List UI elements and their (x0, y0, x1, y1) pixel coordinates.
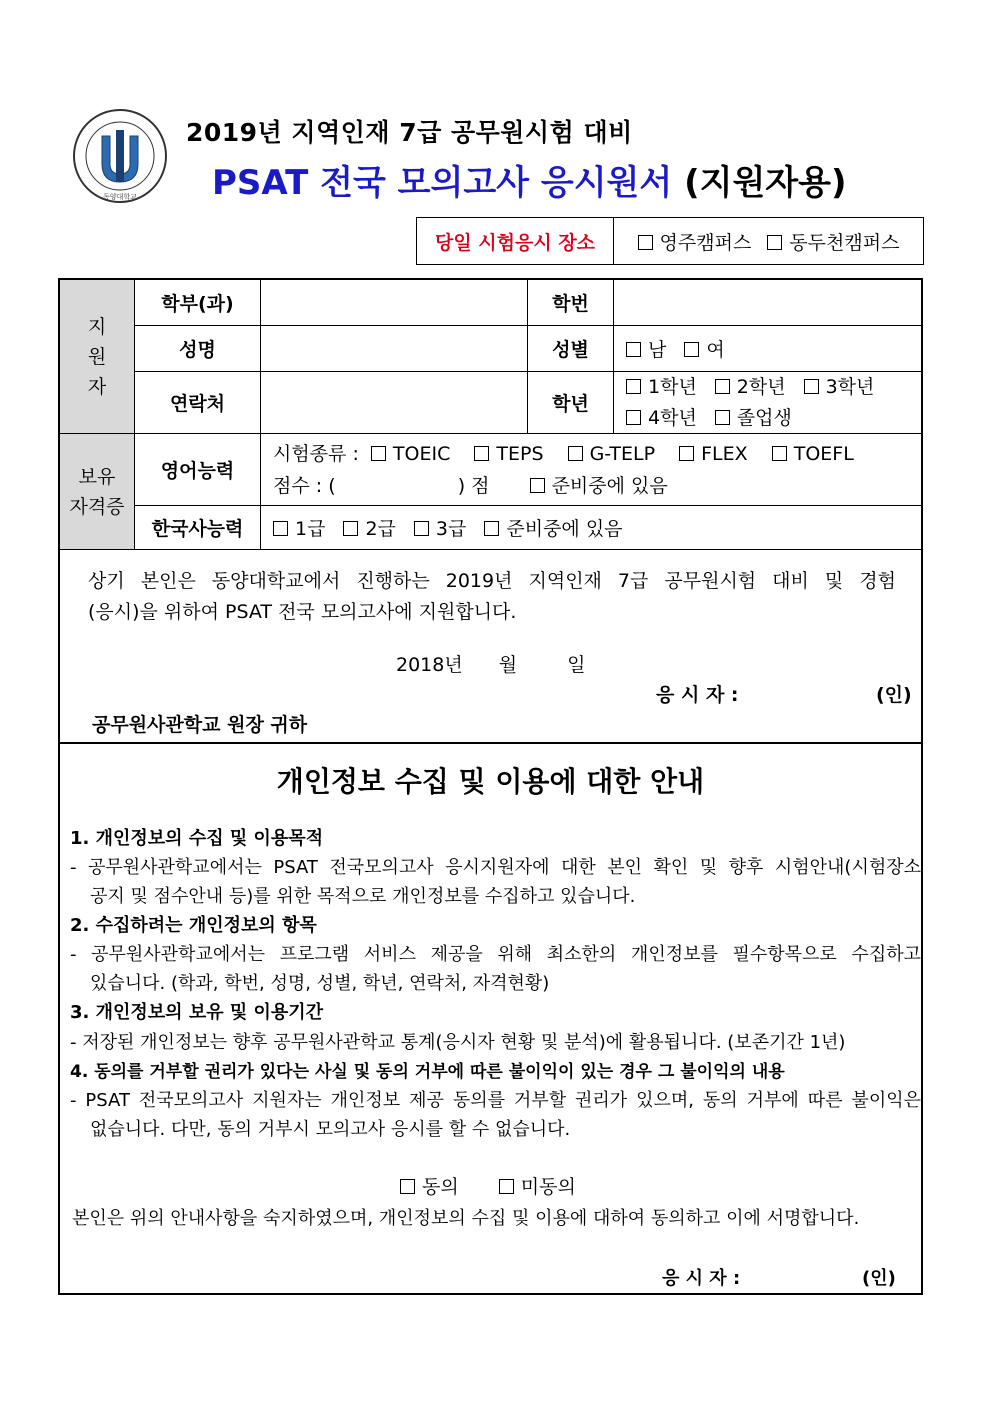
privacy-s4-title: 4. 동의를 거부할 권리가 있다는 사실 및 동의 거부에 따른 불이익이 있는 경우 그 불이익의 내용 (70, 1062, 785, 1082)
privacy-s1-line-1: - 공무원사관학교에서는 PSAT 전국모의고사 응시지원자에 대한 본인 확인 및 향후 시험안내(시험장소 (70, 857, 921, 878)
privacy-s3-title: 3. 개인정보의 보유 및 이용기간 (70, 1002, 324, 1023)
svg-text:동양대학교: 동양대학교 (103, 193, 137, 201)
checkbox-icon[interactable] (715, 410, 730, 425)
score-row (273, 470, 921, 502)
checkbox-icon[interactable] (568, 446, 583, 461)
checkbox-icon[interactable] (715, 379, 730, 394)
checkbox-icon[interactable] (484, 521, 499, 536)
exam-venue-box (416, 217, 924, 265)
declaration-line-1: 상기 본인은 동양대학교에서 진행하는 2019년 지역인재 7급 공무원시험 대비 및 경험 (88, 570, 896, 592)
grade-option-2[interactable]: 2학년 (715, 372, 786, 403)
grade-option-3[interactable]: 3학년 (804, 372, 875, 403)
agree-option[interactable]: 동의 (400, 1176, 459, 1198)
checkbox-icon[interactable] (767, 235, 782, 250)
korean-history-options (261, 506, 921, 550)
privacy-title: 개인정보 수집 및 이용에 대한 안내 (276, 765, 705, 798)
privacy-s3-line-1: - 저장된 개인정보는 향후 공무원사관학교 통계(응시자 현황 및 분석)에 활용됩니다. (보존기간 1년) (70, 1032, 846, 1053)
checkbox-icon[interactable] (474, 446, 489, 461)
venue-label: 당일 시험응시 장소 (417, 218, 614, 264)
checkbox-icon[interactable] (273, 521, 288, 536)
declaration-line-2: (응시)을 위하여 PSAT 전국 모의고사에 지원합니다. (88, 601, 517, 623)
disagree-option[interactable]: 미동의 (499, 1176, 576, 1198)
english-label: 영어능력 (135, 434, 261, 506)
declaration-section (60, 550, 921, 744)
checkbox-icon[interactable] (414, 521, 429, 536)
declaration-addressee: 공무원사관학교 원장 귀하 (92, 714, 308, 736)
checkbox-icon[interactable] (804, 379, 819, 394)
grade-label: 학년 (528, 372, 614, 434)
grade-options (614, 372, 921, 434)
history-option-1[interactable]: 1급 (273, 514, 325, 541)
checkbox-icon[interactable] (638, 235, 653, 250)
student-no-field[interactable] (614, 280, 921, 326)
declaration-date (396, 650, 585, 677)
english-field (261, 434, 921, 506)
history-option-preparing[interactable]: 준비중에 있음 (484, 514, 622, 541)
grade-option-1[interactable]: 1학년 (626, 372, 697, 403)
dept-label: 학부(과) (135, 280, 261, 326)
privacy-s4-line-2: 없습니다. 다만, 동의 거부시 모의고사 응시를 할 수 없습니다. (90, 1119, 571, 1140)
contact-label: 연락처 (135, 372, 261, 434)
checkbox-icon[interactable] (626, 342, 641, 357)
exam-option-gtelp[interactable]: G-TELP (568, 443, 656, 465)
checkbox-icon[interactable] (530, 478, 545, 493)
checkbox-icon[interactable] (400, 1179, 415, 1194)
declaration-seal: (인) (876, 684, 912, 706)
exam-option-flex[interactable]: FLEX (679, 443, 748, 465)
exam-option-teps[interactable]: TEPS (474, 443, 543, 465)
name-label: 성명 (135, 326, 261, 372)
venue-option-yeongju[interactable]: 영주캠퍼스 (638, 228, 752, 255)
exam-type-row (273, 438, 921, 470)
privacy-applicant-label: 응 시 자 : (662, 1268, 741, 1289)
score-suffix: ) 점 (457, 475, 490, 497)
qualification-section-label: 보유 자격증 (60, 434, 135, 550)
grade-option-4[interactable]: 4학년 (626, 403, 697, 434)
title-suffix: (지원자용) (684, 163, 847, 203)
document-title (212, 155, 847, 204)
grade-option-graduate[interactable]: 졸업생 (715, 403, 792, 434)
gender-option-male[interactable]: 남 (626, 335, 666, 362)
exam-type-label: 시험종류 : (273, 443, 359, 465)
checkbox-icon[interactable] (772, 446, 787, 461)
student-no-label: 학번 (528, 280, 614, 326)
privacy-s1-line-2: 공지 및 점수안내 등)를 위한 목적으로 개인정보를 수집하고 있습니다. (90, 886, 636, 907)
exam-option-toeic[interactable]: TOEIC (371, 443, 450, 465)
checkbox-icon[interactable] (626, 410, 641, 425)
venue-option-dongducheon[interactable]: 동두천캠퍼스 (767, 228, 899, 255)
application-form (58, 278, 923, 1295)
checkbox-icon[interactable] (499, 1179, 514, 1194)
privacy-seal: (인) (862, 1268, 896, 1289)
checkbox-icon[interactable] (343, 521, 358, 536)
privacy-s2-title: 2. 수집하려는 개인정보의 항목 (70, 915, 317, 936)
english-preparing-option[interactable]: 준비중에 있음 (530, 475, 668, 497)
korean-history-label: 한국사능력 (135, 506, 261, 550)
name-field[interactable] (261, 326, 528, 372)
date-day: 일 (567, 654, 586, 676)
privacy-s4-line-1: - PSAT 전국모의고사 지원자는 개인정보 제공 동의를 거부할 권리가 있으며, 동의 거부에 따른 불이익은 (70, 1090, 921, 1111)
dept-field[interactable] (261, 280, 528, 326)
privacy-s2-line-1: - 공무원사관학교에서는 프로그램 서비스 제공을 위해 최소한의 개인정보를 필수항목으로 수집하고 (70, 944, 921, 965)
gender-options (614, 326, 921, 372)
gender-label: 성별 (528, 326, 614, 372)
exam-option-toefl[interactable]: TOEFL (772, 443, 854, 465)
checkbox-icon[interactable] (371, 446, 386, 461)
date-year: 2018년 (396, 654, 463, 676)
checkbox-icon[interactable] (679, 446, 694, 461)
score-label: 점수 : ( (273, 475, 336, 497)
consent-options (400, 1172, 594, 1199)
privacy-s2-line-2: 있습니다. (학과, 학번, 성명, 성별, 학년, 연락처, 자격현황) (90, 973, 550, 994)
checkbox-icon[interactable] (684, 342, 699, 357)
history-option-3[interactable]: 3급 (414, 514, 466, 541)
university-logo (72, 108, 168, 204)
consent-text: 본인은 위의 안내사항을 숙지하였으며, 개인정보의 수집 및 이용에 대하여 동의하고 이에 서명합니다. (72, 1208, 860, 1229)
history-option-2[interactable]: 2급 (343, 514, 395, 541)
document-subtitle: 2019년 지역인재 7급 공무원시험 대비 (186, 118, 633, 147)
declaration-applicant-label: 응 시 자 : (656, 684, 739, 706)
gender-option-female[interactable]: 여 (684, 335, 724, 362)
checkbox-icon[interactable] (626, 379, 641, 394)
applicant-section-label: 지 원 자 (60, 280, 135, 434)
privacy-s1-title: 1. 개인정보의 수집 및 이용목적 (70, 828, 324, 849)
title-main: PSAT 전국 모의고사 응시원서 (212, 163, 673, 203)
date-month: 월 (498, 654, 518, 676)
contact-field[interactable] (261, 372, 528, 434)
